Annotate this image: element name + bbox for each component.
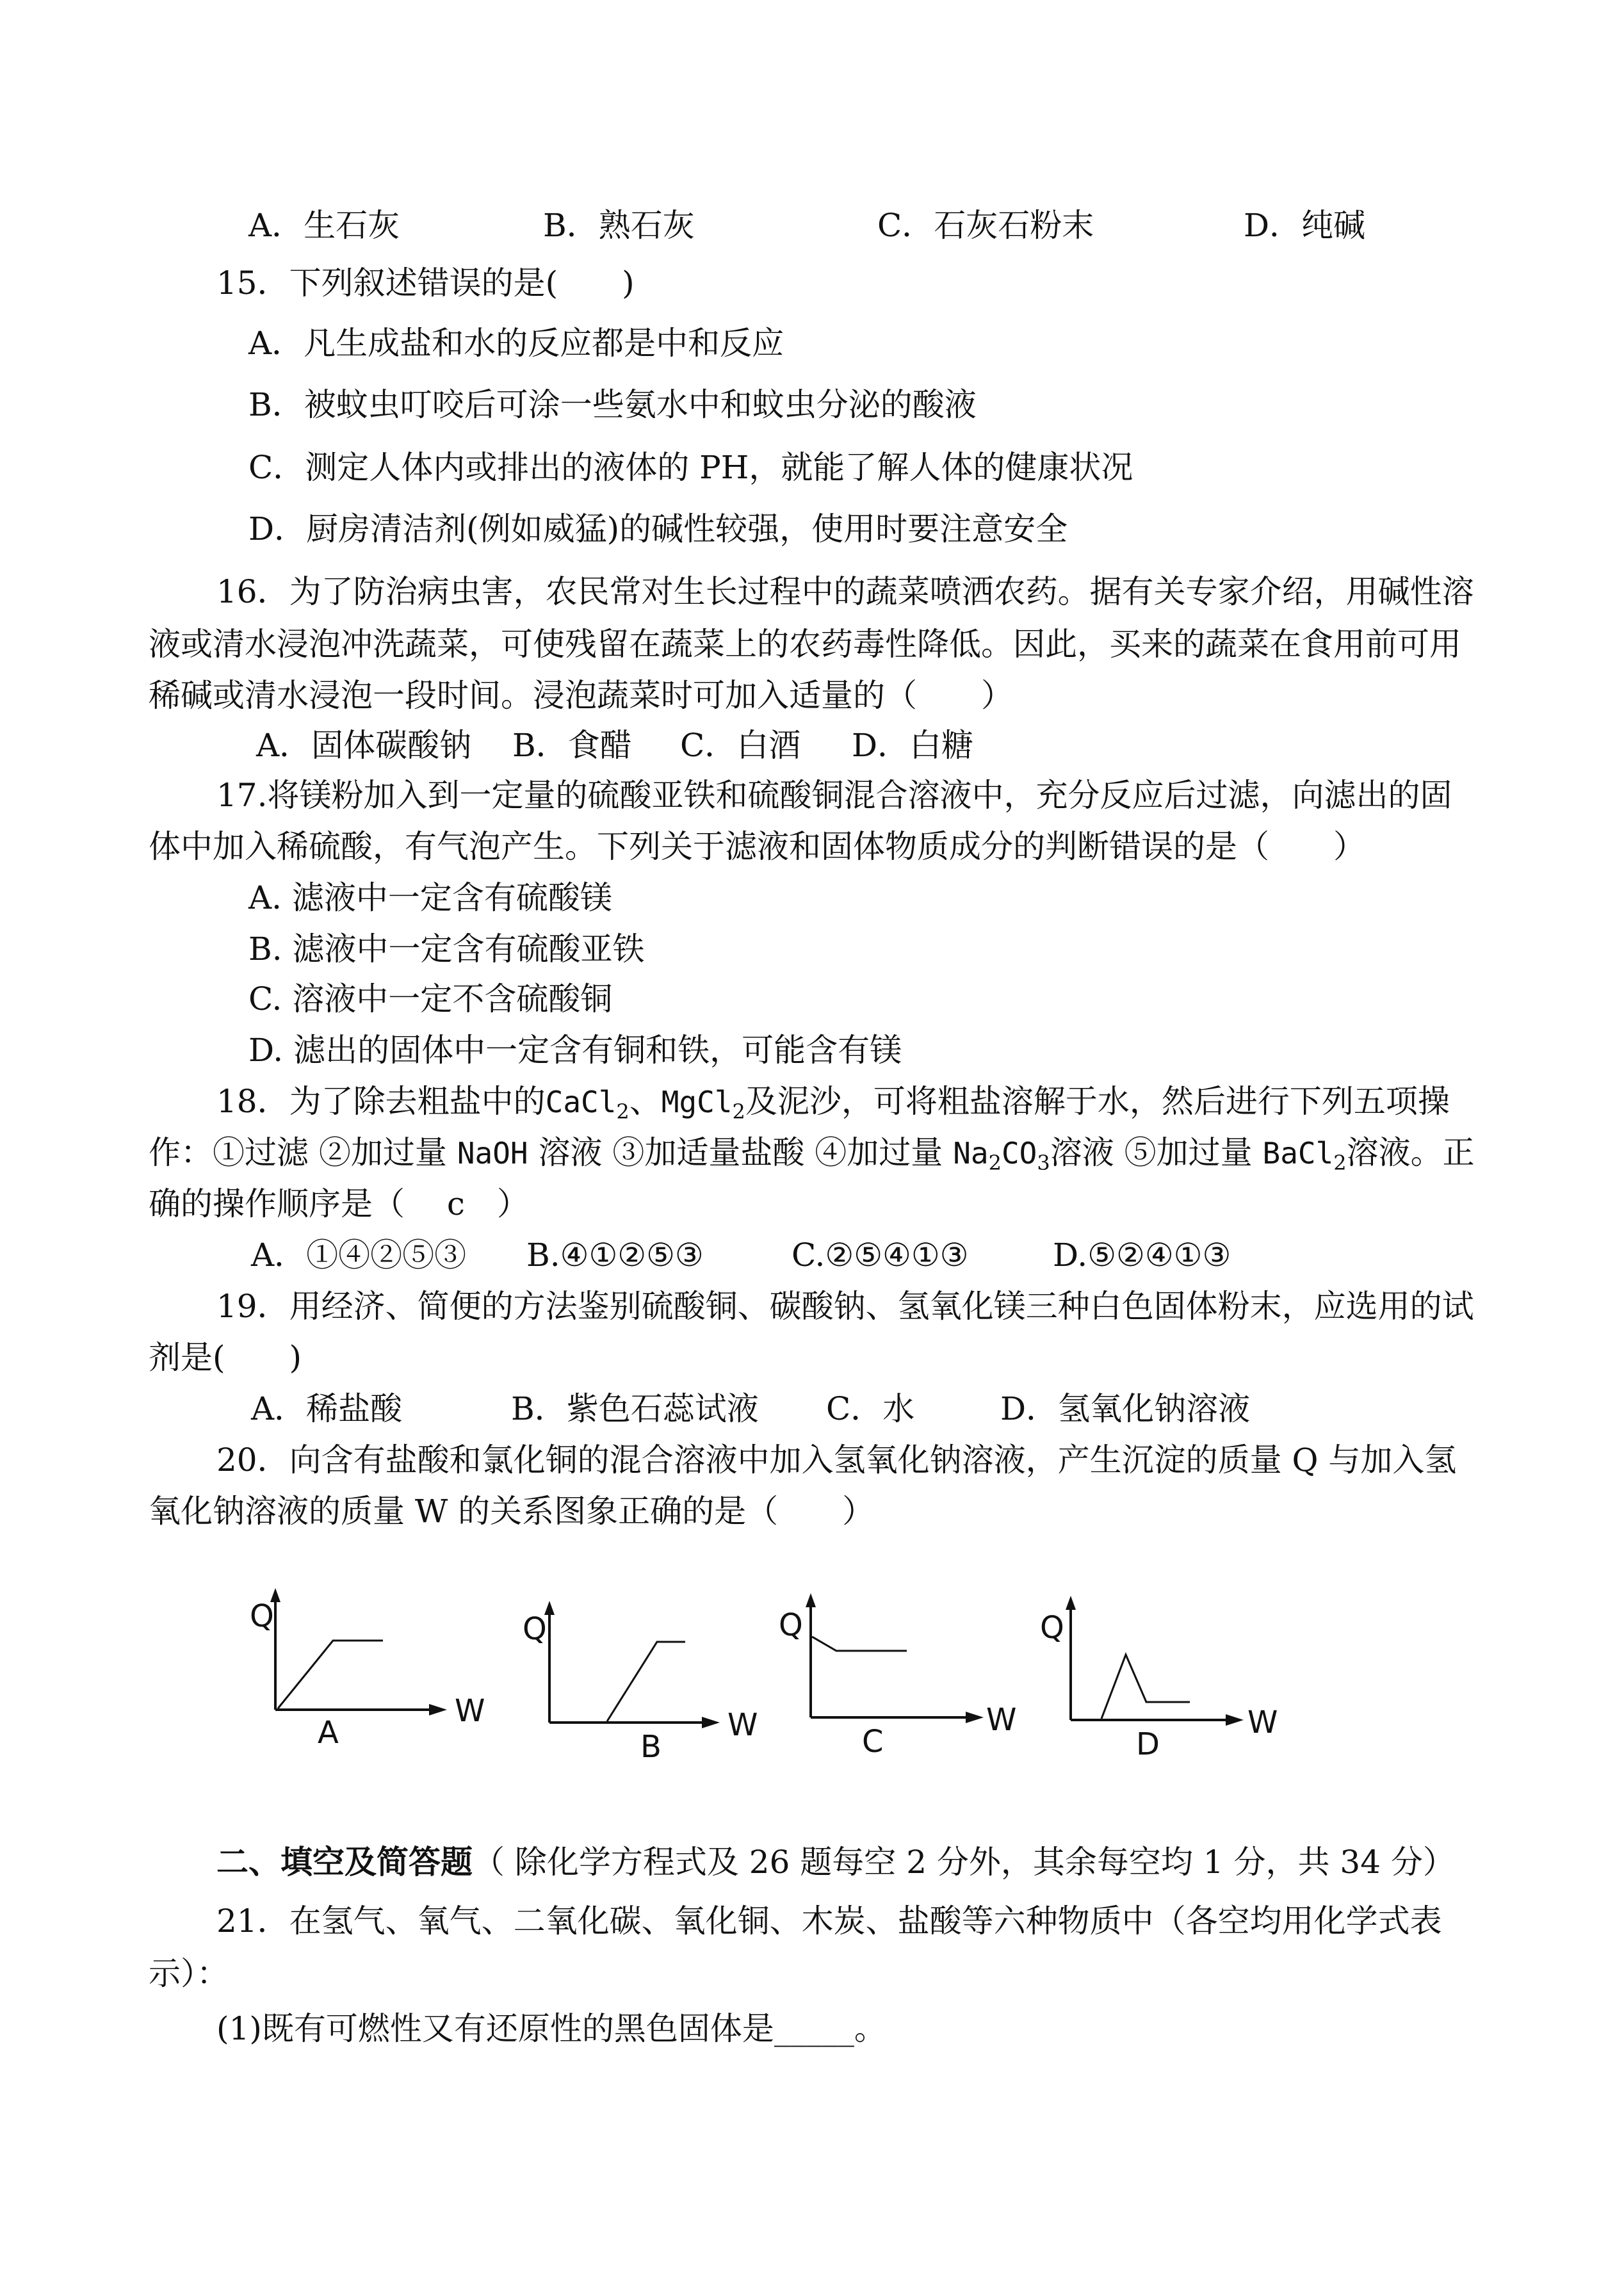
q15-option-a-text: A．凡生成盐和水的反应都是中和反应 bbox=[248, 325, 784, 362]
q19-line-2-text: 剂是( ) bbox=[149, 1339, 302, 1376]
graph-c-x-label: W bbox=[986, 1702, 1017, 1738]
q18-option-b: B.④①②⑤③ bbox=[526, 1237, 704, 1274]
q21-line-1-text: 21．在氢气、氧气、二氧化碳、氧化铜、木炭、盐酸等六种物质中（各空均用化学式表 bbox=[216, 1902, 1442, 1940]
q16-option-b: B．食醋 bbox=[512, 727, 632, 764]
graph-c-y-label: Q bbox=[779, 1607, 803, 1643]
formula-na2co3: Na bbox=[953, 1136, 989, 1171]
section-2-heading-text bbox=[216, 1843, 1455, 1881]
q21-sub-1-text: (1)既有可燃性又有还原性的黑色固体是_____。 bbox=[216, 2010, 886, 2047]
q20-line-2-text: 氧化钠溶液的质量 W 的关系图象正确的是（ ） bbox=[149, 1493, 875, 1530]
q15-option-d-text: D．厨房清洁剂(例如威猛)的碱性较强，使用时要注意安全 bbox=[248, 510, 1068, 547]
q20-line-1-text: 20．向含有盐酸和氯化铜的混合溶液中加入氢氧化钠溶液，产生沉淀的质量 Q 与加入氢 bbox=[216, 1441, 1457, 1479]
graph-c-caption: C bbox=[862, 1724, 884, 1760]
q16-option-d: D．白糖 bbox=[852, 727, 974, 764]
section-2-title: 二、填空及简答题 bbox=[216, 1843, 473, 1881]
graph-a-x-label: W bbox=[455, 1693, 485, 1729]
q18-line-2-text bbox=[149, 1133, 1475, 1175]
q17-option-d-text: D. 滤出的固体中一定含有铜和铁，可能含有镁 bbox=[248, 1032, 902, 1069]
q17-option-a-text: A. 滤液中一定含有硫酸镁 bbox=[248, 879, 612, 916]
q18-option-d: D.⑤②④①③ bbox=[1053, 1237, 1231, 1274]
q18-text-segment: 溶液。正 bbox=[1346, 1134, 1475, 1171]
subscript: 3 bbox=[1037, 1151, 1050, 1175]
graph-b-caption: B bbox=[640, 1729, 662, 1765]
q17-option-c-text: C. 溶液中一定不含硫酸铜 bbox=[248, 980, 613, 1018]
q18-text-segment: 溶液 ⑤加过量 bbox=[1050, 1134, 1253, 1171]
q18-line-1-text bbox=[216, 1082, 1450, 1124]
q16-line-1-text: 16．为了防治病虫害，农民常对生长过程中的蔬菜喷洒农药。据有关专家介绍，用碱性溶 bbox=[216, 573, 1474, 610]
q17-line-2-text: 体中加入稀硫酸，有气泡产生。下列关于滤液和固体物质成分的判断错误的是（ ） bbox=[149, 828, 1365, 865]
q21-line-2-text: 示）： bbox=[149, 1955, 229, 1992]
q16-option-a: A．固体碳酸钠 bbox=[256, 727, 472, 764]
section-2-note: （ 除化学方程式及 26 题每空 2 分外，其余每空均 1 分，共 34 分） bbox=[473, 1844, 1455, 1881]
q18-text-segment: 及泥沙，可将粗盐溶解于水，然后进行下列五项操 bbox=[745, 1083, 1450, 1120]
graph-d-y-label: Q bbox=[1040, 1610, 1064, 1646]
graph-b bbox=[512, 1582, 768, 1765]
q18-option-c: C.②⑤④①③ bbox=[792, 1237, 969, 1274]
graph-a-y-label: Q bbox=[250, 1598, 274, 1634]
q18-text-segment: 18．为了除去粗盐中的 bbox=[216, 1083, 546, 1120]
graph-d bbox=[1034, 1582, 1290, 1761]
formula-na2co3-co: CO bbox=[1001, 1136, 1037, 1171]
q17-option-b-text: B. 滤液中一定含有硫酸亚铁 bbox=[248, 930, 645, 968]
q14-option-b: B．熟石灰 bbox=[543, 207, 695, 244]
q18-separator: 、 bbox=[629, 1083, 662, 1120]
q16-line-3-text: 稀碱或清水浸泡一段时间。浸泡蔬菜时可加入适量的（ ） bbox=[149, 677, 1013, 714]
q15-option-c-text: C．测定人体内或排出的液体的 PH，就能了解人体的健康状况 bbox=[248, 449, 1133, 486]
q14-option-a: A．生石灰 bbox=[248, 207, 400, 244]
subscript: 2 bbox=[1333, 1151, 1347, 1175]
q17-line-1-text: 17.将镁粉加入到一定量的硫酸亚铁和硫酸铜混合溶液中，充分反应后过滤，向滤出的固 bbox=[216, 777, 1452, 814]
q16-option-c: C．白酒 bbox=[680, 727, 801, 764]
q15-stem-text: 15．下列叙述错误的是( ) bbox=[216, 264, 635, 302]
q18-text-segment: 作：①过滤 ②加过量 bbox=[149, 1134, 447, 1171]
formula-cacl2: CaCl bbox=[545, 1085, 617, 1119]
formula-mgcl2: MgCl bbox=[661, 1085, 733, 1119]
graph-d-caption: D bbox=[1136, 1726, 1160, 1762]
q18-text-segment: 溶液 ③加适量盐酸 ④加过量 bbox=[538, 1134, 943, 1171]
subscript: 2 bbox=[732, 1099, 745, 1124]
graph-b-y-label: Q bbox=[523, 1611, 547, 1647]
graph-a bbox=[243, 1582, 499, 1761]
q19-option-b: B．紫色石蕊试液 bbox=[511, 1390, 759, 1427]
q15-option-b-text: B．被蚊虫叮咬后可涂一些氨水中和蚊虫分泌的酸液 bbox=[248, 386, 977, 423]
graph-c bbox=[772, 1582, 1028, 1761]
graph-a-caption: A bbox=[318, 1715, 339, 1751]
q19-option-a: A．稀盐酸 bbox=[251, 1390, 403, 1427]
q14-option-c: C．石灰石粉末 bbox=[877, 207, 1094, 244]
graph-b-x-label: W bbox=[727, 1707, 758, 1743]
subscript: 2 bbox=[988, 1151, 1002, 1175]
formula-naoh: NaOH bbox=[457, 1136, 528, 1171]
q18-option-a: A．①④②⑤③ bbox=[251, 1237, 467, 1274]
graph-d-x-label: W bbox=[1247, 1705, 1278, 1740]
q19-option-c: C．水 bbox=[826, 1390, 915, 1427]
formula-bacl2: BaCl bbox=[1262, 1136, 1334, 1171]
q18-line-3-text: 确的操作顺序是（ c ） bbox=[149, 1185, 529, 1222]
q19-line-1-text: 19．用经济、简便的方法鉴别硫酸铜、碳酸钠、氢氧化镁三种白色固体粉末，应选用的试 bbox=[216, 1288, 1474, 1325]
q14-option-d: D．纯碱 bbox=[1244, 207, 1366, 244]
q16-line-2-text: 液或清水浸泡冲洗蔬菜，可使残留在蔬菜上的农药毒性降低。因此，买来的蔬菜在食用前可用 bbox=[149, 626, 1461, 663]
subscript: 2 bbox=[616, 1099, 629, 1124]
q19-option-d: D．氢氧化钠溶液 bbox=[1000, 1390, 1251, 1427]
